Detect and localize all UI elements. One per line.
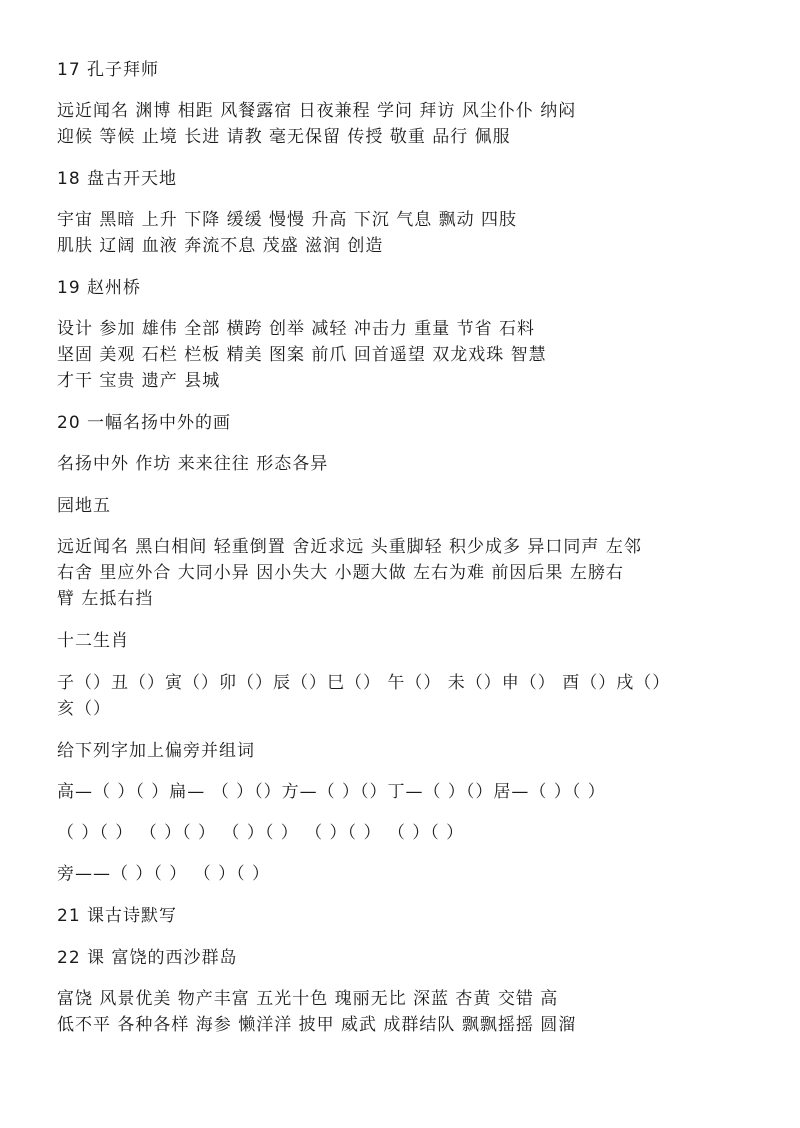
- lesson-20-words-1: 名扬中外 作坊 来来往往 形态各异: [57, 454, 329, 474]
- lesson-22-title: 22 课 富饶的西沙群岛: [57, 948, 238, 968]
- garden-5-words-2: 右舍 里应外合 大同小异 因小失大 小题大做 左右为难 前因后果 左膀右: [57, 563, 624, 583]
- lesson-17-words-2: 迎候 等候 止境 长进 请教 毫无保留 传授 敬重 品行 佩服: [57, 127, 511, 147]
- zodiac-line-1: 子（）丑（）寅（）卯（）辰（）巳（） 午（） 未（）申（） 酉（）戌（）: [57, 673, 671, 693]
- lesson-18-words-2: 肌肤 辽阔 血液 奔流不息 茂盛 滋润 创造: [57, 236, 384, 256]
- lesson-18-title: 18 盘古开天地: [57, 169, 178, 189]
- radical-exercise-line-1: 高—（ ）（ ）扁— （ ）（）方—（ ）（）丁—（ ）（）居—（ ）（ ）: [57, 782, 606, 802]
- radical-exercise-title: 给下列字加上偏旁并组词: [57, 741, 255, 761]
- garden-5-words-3: 臂 左抵右挡: [57, 589, 154, 609]
- lesson-19-words-1: 设计 参加 雄伟 全部 横跨 创举 减轻 冲击力 重量 节省 石料: [57, 319, 536, 339]
- lesson-19-words-3: 才干 宝贵 遗产 县城: [57, 371, 221, 391]
- lesson-22-words-1: 富饶 风景优美 物产丰富 五光十色 瑰丽无比 深蓝 杏黄 交错 高: [57, 989, 559, 1009]
- lesson-19-title: 19 赵州桥: [57, 278, 142, 298]
- zodiac-title: 十二生肖: [57, 631, 129, 651]
- lesson-21-title: 21 课古诗默写: [57, 906, 178, 926]
- lesson-18-words-1: 宇宙 黑暗 上升 下降 缓缓 慢慢 升高 下沉 气息 飘动 四肢: [57, 210, 518, 230]
- radical-exercise-line-3: 旁——（ ）（ ） （ ）（ ）: [57, 864, 271, 884]
- radical-exercise-line-2: （ ）（ ） （ ）（ ） （ ）（ ） （ ）（ ） （ ）（ ）: [57, 823, 465, 843]
- garden-5-title: 园地五: [57, 496, 111, 516]
- lesson-20-title: 20 一幅名扬中外的画: [57, 413, 232, 433]
- zodiac-line-2: 亥（）: [57, 699, 111, 719]
- lesson-17-words-1: 远近闻名 渊博 相距 风餐露宿 日夜兼程 学问 拜访 风尘仆仆 纳闷: [57, 101, 577, 121]
- lesson-19-words-2: 坚固 美观 石栏 栏板 精美 图案 前爪 回首遥望 双龙戏珠 智慧: [57, 345, 547, 365]
- garden-5-words-1: 远近闻名 黑白相间 轻重倒置 舍近求远 头重脚轻 积少成多 异口同声 左邻: [57, 537, 642, 557]
- lesson-17-title: 17 孔子拜师: [57, 60, 160, 80]
- lesson-22-words-2: 低不平 各种各样 海参 懒洋洋 披甲 威武 成群结队 飘飘摇摇 圆溜: [57, 1015, 577, 1035]
